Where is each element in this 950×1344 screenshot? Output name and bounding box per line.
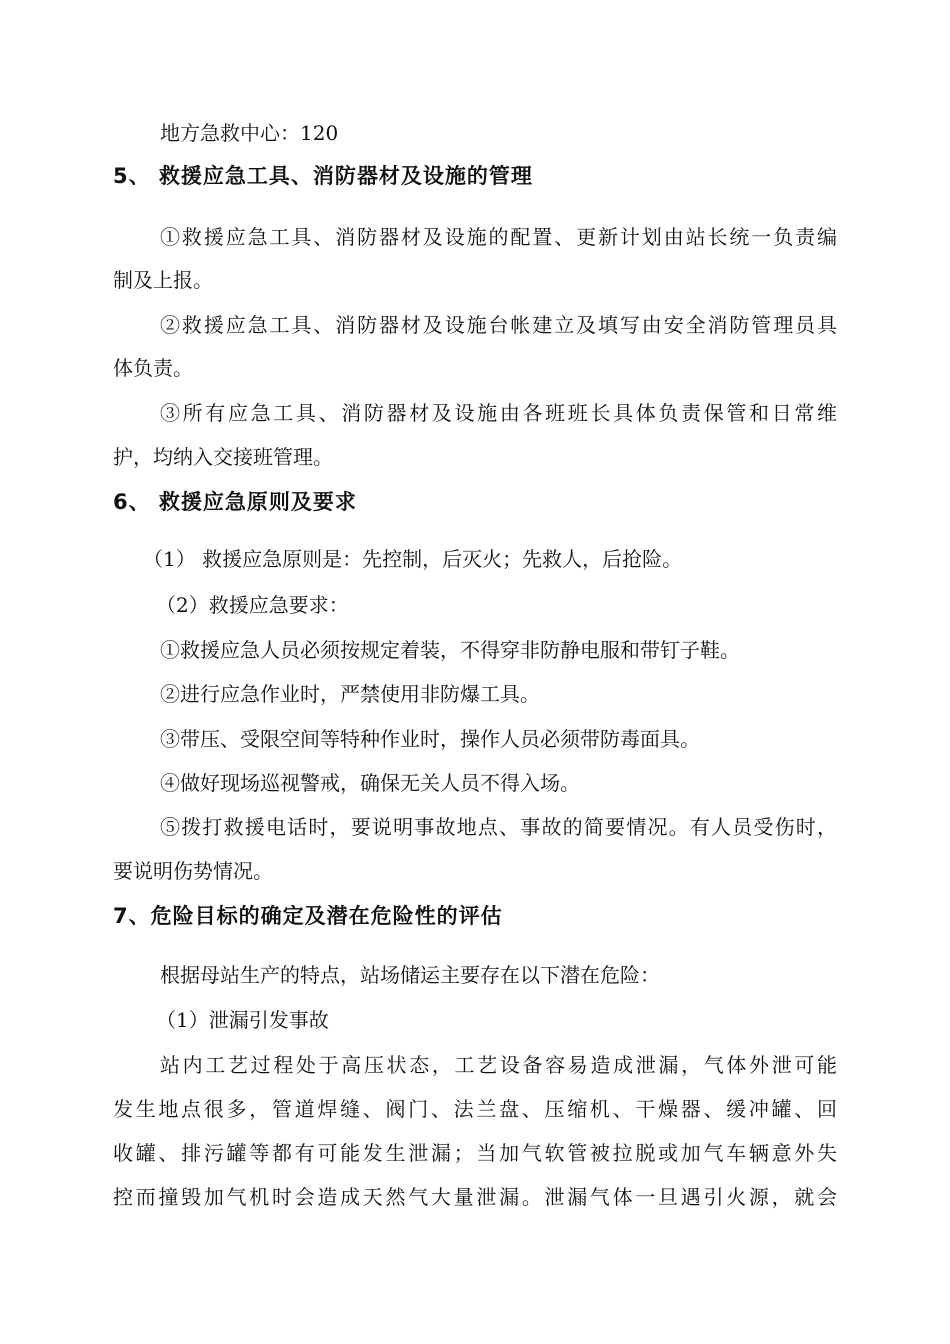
s7-para-line4: 控而撞毁加气机时会造成天然气大量泄漏。泄漏气体一旦遇引火源，就会 (113, 1185, 837, 1209)
section-7-title: 7、危险目标的确定及潜在危险性的评估 (113, 904, 503, 928)
s6-requirement-1: ①救援应急人员必须按规定着装，不得穿非防静电服和带钉子鞋。 (160, 638, 740, 662)
s5-para2-line2: 体负责。 (113, 356, 193, 380)
s7-subheading-1: （1）泄漏引发事故 (156, 1008, 329, 1032)
section-5-title: 5、 救援应急工具、消防器材及设施的管理 (113, 164, 533, 188)
s7-para-line1: 站内工艺过程处于高压状态，工艺设备容易造成泄漏，气体外泄可能 (160, 1053, 837, 1077)
s5-para3-line1: ③所有应急工具、消防器材及设施由各班班长具体负责保管和日常维 (160, 401, 837, 425)
s7-para-line2: 发生地点很多，管道焊缝、阀门、法兰盘、压缩机、干燥器、缓冲罐、回 (113, 1097, 837, 1121)
s6-requirements-title: （2）救援应急要求： (156, 593, 349, 617)
s5-para3-line2: 护，均纳入交接班管理。 (113, 445, 333, 469)
section-6-title: 6、 救援应急原则及要求 (113, 490, 357, 514)
emergency-center-line: 地方急救中心：120 (160, 121, 339, 145)
s7-intro: 根据母站生产的特点，站场储运主要存在以下潜在危险： (160, 963, 660, 987)
s6-requirement-3: ③带压、受限空间等特种作业时，操作人员必须带防毒面具。 (160, 727, 700, 751)
s6-requirement-5-line2: 要说明伤势情况。 (113, 859, 273, 883)
s6-principle: （1） 救援应急原则是：先控制，后灭火；先救人，后抢险。 (143, 547, 683, 571)
s5-para1-line1: ①救援应急工具、消防器材及设施的配置、更新计划由站长统一负责编 (160, 225, 837, 249)
s6-requirement-5-line1: ⑤拨打救援电话时，要说明事故地点、事故的简要情况。有人员受伤时， (160, 815, 837, 839)
s5-para1-line2: 制及上报。 (113, 268, 213, 292)
s6-requirement-2: ②进行应急作业时，严禁使用非防爆工具。 (160, 682, 540, 706)
s5-para2-line1: ②救援应急工具、消防器材及设施台帐建立及填写由安全消防管理员具 (160, 313, 837, 337)
s6-requirement-4: ④做好现场巡视警戒，确保无关人员不得入场。 (160, 771, 580, 795)
s7-para-line3: 收罐、排污罐等都有可能发生泄漏；当加气软管被拉脱或加气车辆意外失 (113, 1141, 837, 1165)
